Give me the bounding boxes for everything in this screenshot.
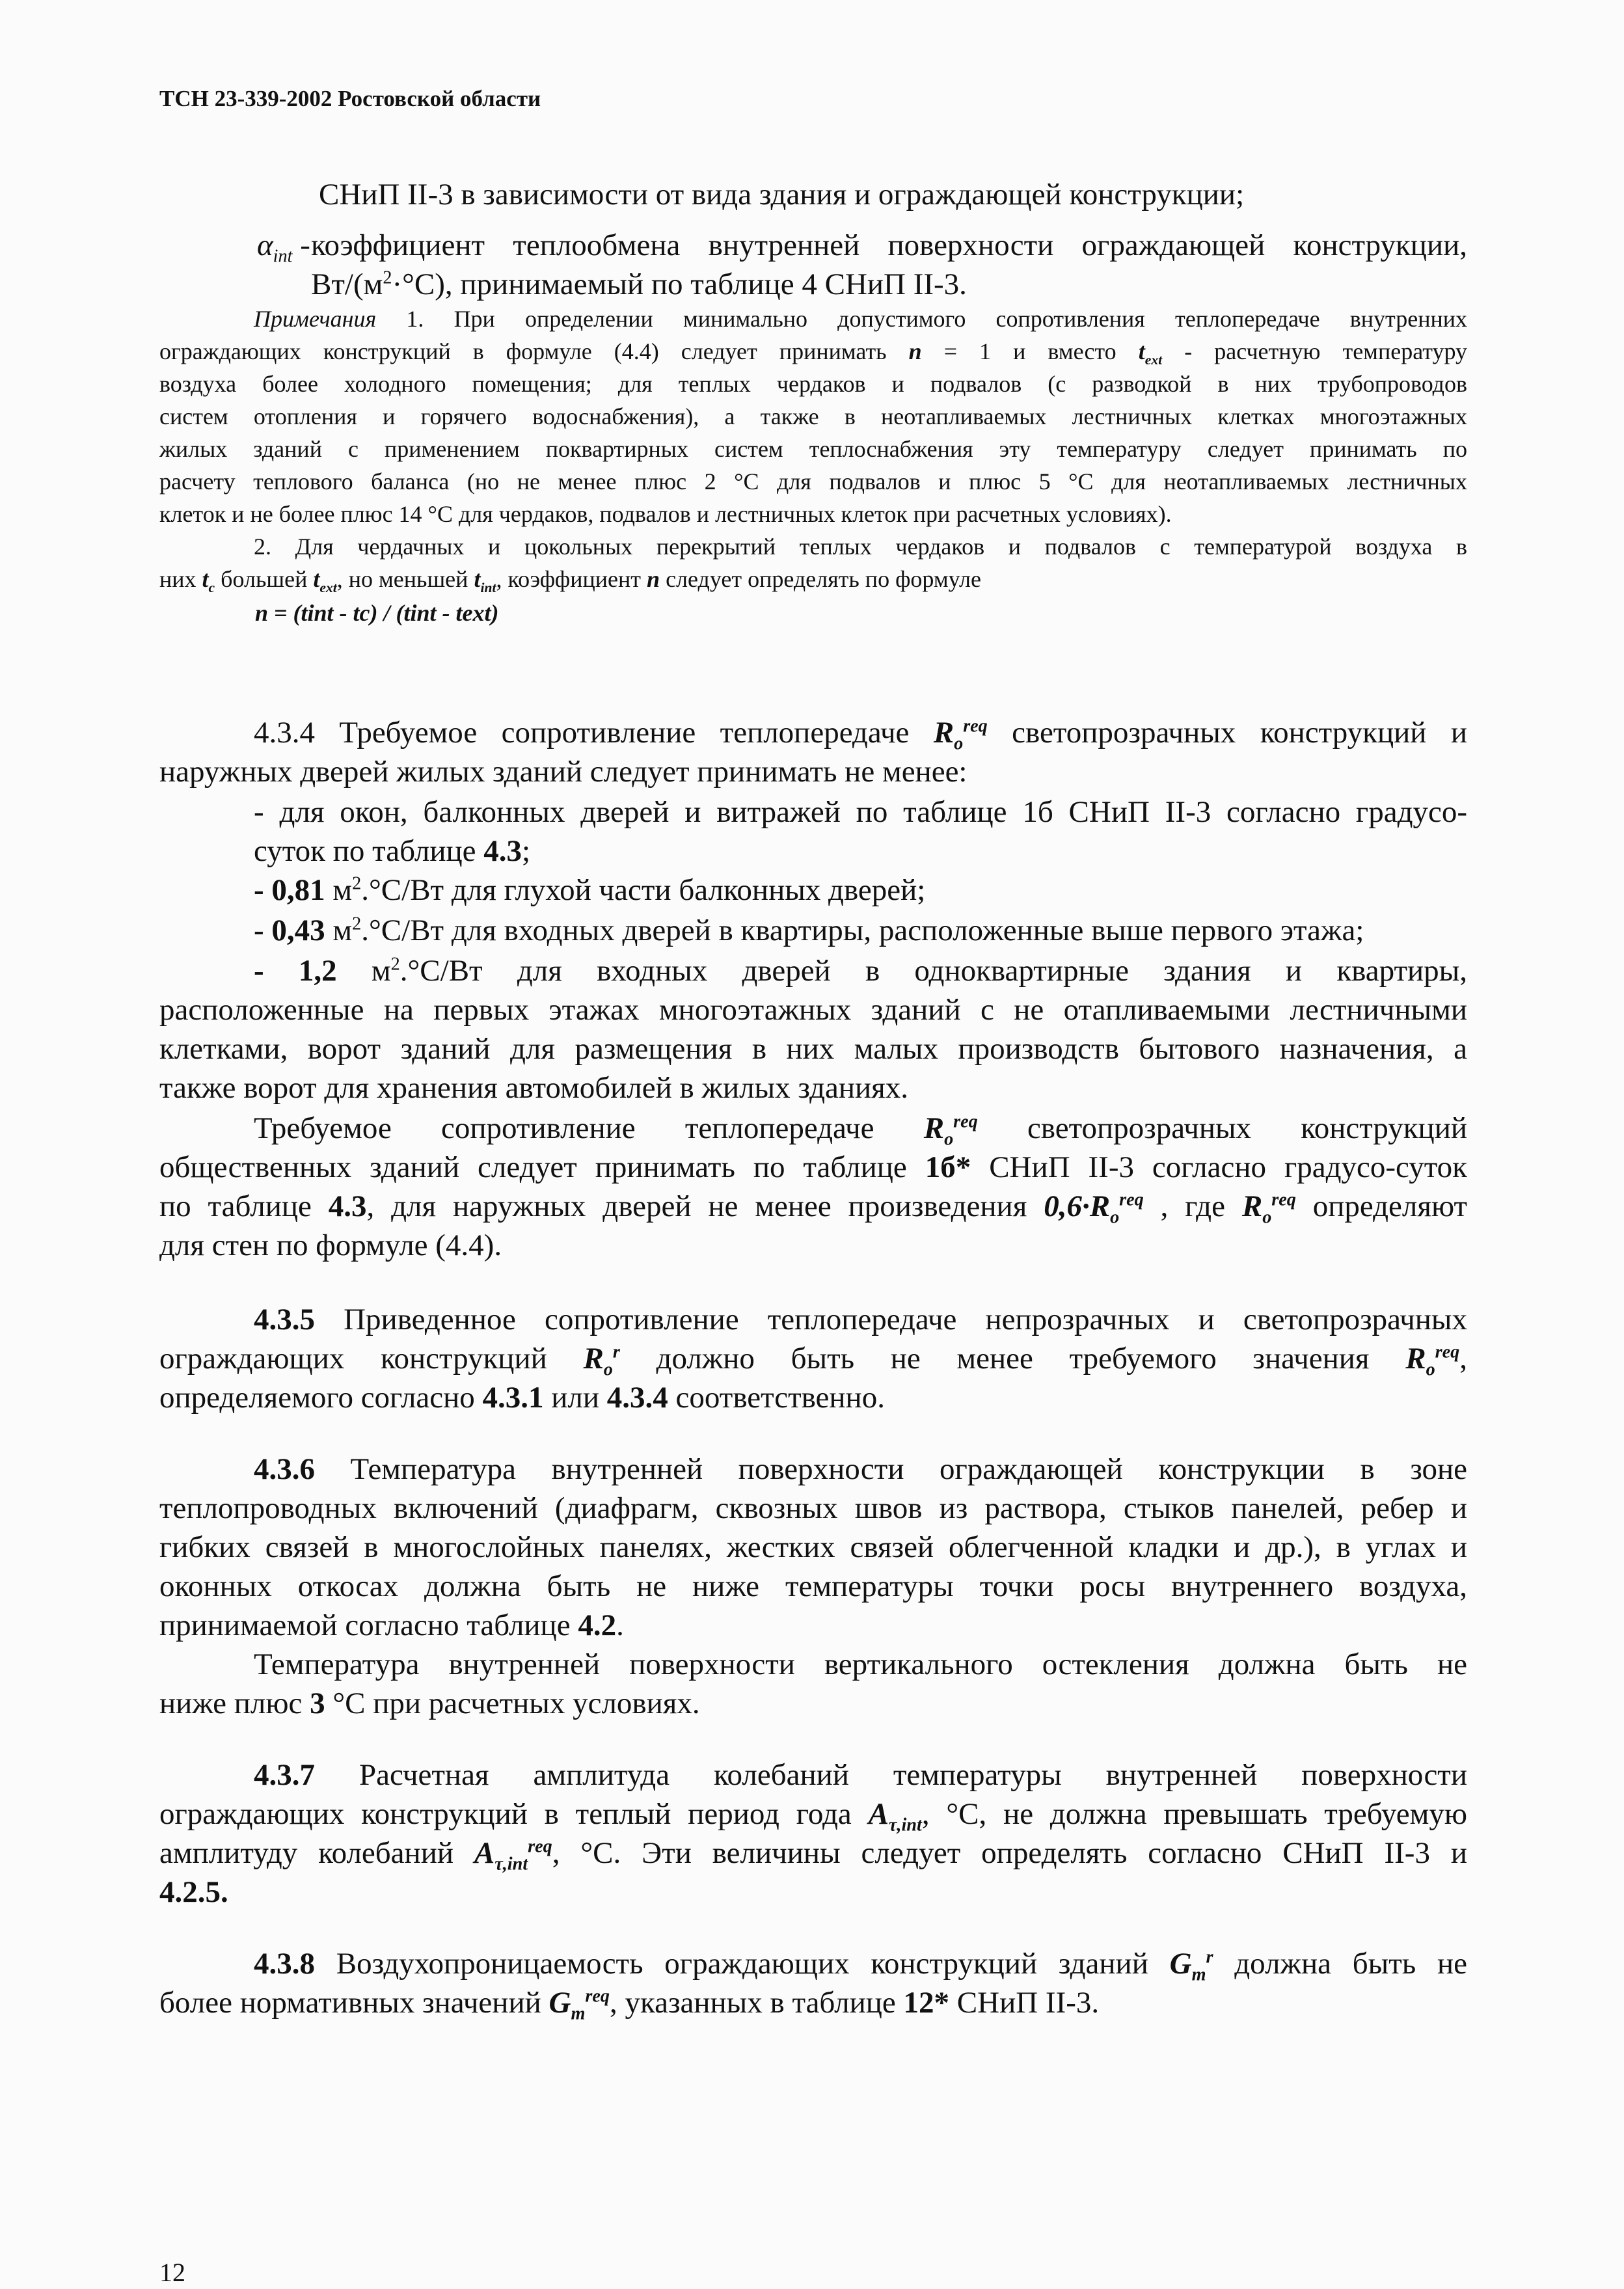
var-sup: r xyxy=(612,1342,620,1362)
section-4-3-6-line-1 xyxy=(254,1449,1467,1489)
alpha-dash: - xyxy=(300,228,310,262)
superscript: 2 xyxy=(383,267,392,288)
superscript: 2 xyxy=(352,914,362,934)
section-4-3-4-p2-line-4: для стен по формуле (4.4). xyxy=(159,1228,502,1262)
unit-text: Вт/(м xyxy=(311,267,383,301)
section-text: светопрозрачных конструкций и xyxy=(1012,716,1467,750)
unit: м xyxy=(332,873,353,907)
var-R: R xyxy=(1241,1189,1263,1223)
value: - 1,2 xyxy=(254,954,337,988)
section-number: 4.3.6 xyxy=(254,1452,315,1486)
var-R: R xyxy=(583,1342,604,1375)
section-text: , для наружных дверей не менее произведения xyxy=(366,1189,1027,1223)
section-number: 4.3.5 xyxy=(254,1303,315,1336)
var-sup: req xyxy=(528,1836,552,1857)
var-R: R xyxy=(1405,1342,1426,1375)
section-4-3-4-line-7 xyxy=(254,951,1467,991)
section-text: °С при расчетных условиях. xyxy=(332,1686,700,1720)
section-text: амплитуду колебаний xyxy=(159,1836,453,1870)
section-text: должно быть не менее требуемого значения xyxy=(656,1342,1370,1375)
unit: м xyxy=(371,954,391,988)
superscript: 2 xyxy=(390,954,400,975)
var-G: G xyxy=(548,1986,571,2020)
var-sub: o xyxy=(1426,1359,1435,1380)
var-sup: req xyxy=(585,1986,610,2007)
note-1-line-4: систем отопления и горячего водоснабжения), а также в неотапливаемых лестничных клетках многоэтажных xyxy=(159,403,1467,429)
section-4-3-4-line-2: наружных дверей жилых зданий следует принимать не менее: xyxy=(159,755,968,789)
alpha-symbol: α xyxy=(257,228,273,262)
var-sub: o xyxy=(1110,1207,1120,1228)
note-1-line-6: расчету теплового баланса (но не менее плюс 2 °С для подвалов и плюс 5 °С для неотапливаемых лестничных xyxy=(159,468,1467,494)
table-ref: 4.3 xyxy=(483,834,522,868)
note-text: ограждающих конструкций в формуле (4.4) следует принимать xyxy=(159,338,887,364)
page-number: 12 xyxy=(159,2258,185,2287)
section-text: ограждающих конструкций xyxy=(159,1342,547,1375)
note-1-line-3: воздуха более холодного помещения; для теплых чердаков и подвалов (с разводкой в них трубопроводов xyxy=(159,371,1467,397)
section-text: СНиП II-3 согласно градусо-суток xyxy=(989,1150,1468,1184)
var-sub: o xyxy=(954,733,964,754)
section-4-3-7-line-2 xyxy=(159,1794,1467,1834)
note-text: - расчетную температуру xyxy=(1184,338,1468,364)
table-ref: 4.2 xyxy=(578,1608,617,1642)
section-4-3-6-line-3: гибких связей в многослойных панелях, жестких связей облегченной кладки и др.), в углах и xyxy=(159,1530,1467,1564)
superscript: 2 xyxy=(352,873,362,894)
var-sub: ext xyxy=(319,580,337,596)
note-1-line-5: жилых зданий с применением поквартирных систем теплоснабжения эту температуру следует принимать по xyxy=(159,436,1467,462)
section-4-3-5-line-3 xyxy=(159,1377,885,1418)
var-sup: req xyxy=(963,716,988,737)
section-text: , где xyxy=(1160,1189,1225,1223)
section-text: СНиП II-3. xyxy=(956,1986,1100,2020)
section-text: Требуемое сопротивление теплопередаче xyxy=(339,716,910,750)
var-sub: o xyxy=(1262,1207,1272,1228)
formula: n = (tint - tc) / (tint - text) xyxy=(255,600,499,626)
section-4-3-4-line-10: также ворот для хранения автомобилей в жилых зданиях. xyxy=(159,1071,909,1105)
var-sub: c xyxy=(208,580,215,596)
section-text: , °С, не должна превышать требуемую xyxy=(921,1797,1467,1831)
note-1-line-2 xyxy=(159,335,1467,368)
value: - 0,43 xyxy=(254,914,325,947)
section-text: Требуемое сопротивление теплопередаче xyxy=(254,1111,874,1145)
var-sub: τ,int xyxy=(494,1854,528,1875)
section-text: .°С/Вт для входных дверей в квартиры, расположенные выше первого этажа; xyxy=(361,914,1364,947)
note-text: , но меньшей xyxy=(336,566,468,592)
section-4-3-6-p2-line-1: Температура внутренней поверхности вертикального остекления должна быть не xyxy=(254,1647,1467,1681)
note-text: 1. При определении минимально допустимого сопротивления теплопередаче внутренних xyxy=(406,306,1467,332)
unit-text-rest: ·°С), принимаемый по таблице 4 СНиП II-3. xyxy=(392,267,967,301)
section-text: общественных зданий следует принимать по таблице xyxy=(159,1150,907,1184)
note-text: = 1 и вместо xyxy=(943,338,1116,364)
section-4-3-6-line-5 xyxy=(159,1605,624,1646)
var-sup: req xyxy=(1435,1342,1460,1362)
note-1-line-7: клеток и не более плюс 14 °С для чердаков, подвалов и лестничных клеток при расчетных условиях). xyxy=(159,501,1172,527)
section-4-3-4-p2-line-1 xyxy=(254,1108,1467,1148)
var-A: A xyxy=(474,1836,495,1870)
section-text: должна быть не xyxy=(1234,1947,1468,1981)
section-4-3-8-line-1 xyxy=(254,1944,1467,1984)
var-A: A xyxy=(868,1797,889,1831)
product-expr: 0,6·R xyxy=(1044,1189,1111,1223)
table-ref: 12* xyxy=(903,1986,950,2020)
section-4-3-7-line-1 xyxy=(254,1755,1467,1795)
section-4-3-4-line-9: клетками, ворот зданий для размещения в них малых производств бытового назначения, а xyxy=(159,1032,1467,1066)
var-sup: req xyxy=(953,1111,978,1132)
section-text: Воздухопроницаемость ограждающих конструкций зданий xyxy=(336,1947,1148,1981)
section-text: суток по таблице xyxy=(254,834,476,868)
punct: . xyxy=(616,1608,624,1642)
section-text: .°С/Вт для входных дверей в одноквартирные здания и квартиры, xyxy=(399,954,1468,988)
section-4-3-7-line-3 xyxy=(159,1833,1467,1873)
var-sub: τ,int xyxy=(888,1815,922,1835)
note-text: следует определять по формуле xyxy=(666,566,981,592)
value: 3 xyxy=(310,1686,325,1720)
var-sub: ext xyxy=(1144,352,1163,368)
value: - 0,81 xyxy=(254,873,325,907)
var-sub: o xyxy=(603,1359,613,1380)
section-4-3-6-p2-line-2 xyxy=(159,1683,700,1724)
section-text: по таблице xyxy=(159,1189,312,1223)
note-1-line-1 xyxy=(254,303,1467,335)
note-text: большей xyxy=(221,566,308,592)
note-2-line-1: 2. Для чердачных и цокольных перекрытий теплых чердаков и подвалов с температурой воздуха в xyxy=(254,534,1467,560)
var-n: n xyxy=(908,338,922,364)
section-4-3-5-line-1 xyxy=(254,1299,1467,1340)
punct: , xyxy=(1459,1342,1467,1375)
section-text: .°С/Вт для глухой части балконных дверей; xyxy=(361,873,926,907)
section-text: , указанных в таблице xyxy=(609,1986,896,2020)
var-sub: m xyxy=(571,2003,586,2024)
notes-label: Примечания xyxy=(254,306,377,332)
section-number: 4.3.8 xyxy=(254,1947,315,1981)
section-text: соответственно. xyxy=(675,1381,885,1415)
section-ref: 4.3.4 xyxy=(606,1381,668,1415)
var-R: R xyxy=(923,1111,945,1145)
section-4-3-6-line-4: оконных откосах должна быть не ниже температуры точки росы внутреннего воздуха, xyxy=(159,1569,1467,1603)
var-sup: r xyxy=(1206,1947,1213,1968)
definition-text: коэффициент теплообмена внутренней поверхности ограждающей конструкции, xyxy=(311,228,1467,262)
note-text: , коэффициент xyxy=(496,566,642,592)
var-R: R xyxy=(933,716,954,750)
var-sup: req xyxy=(1271,1189,1296,1210)
section-4-3-5-line-2 xyxy=(159,1338,1467,1379)
var-G: G xyxy=(1169,1947,1192,1981)
section-text: определяемого согласно xyxy=(159,1381,475,1415)
var-t: t xyxy=(202,566,209,592)
unit: м xyxy=(332,914,353,947)
section-text: более нормативных значений xyxy=(159,1986,541,2020)
definition-line-1 xyxy=(311,225,1467,265)
section-text: определяют xyxy=(1312,1189,1468,1223)
alpha-subscript: int xyxy=(273,246,293,267)
section-text: или xyxy=(551,1381,600,1415)
section-4-3-4-p2-line-3 xyxy=(159,1186,1467,1226)
var-sup: req xyxy=(1119,1189,1144,1210)
section-4-3-4-line-3: - для окон, балконных дверей и витражей по таблице 1б СНиП II-3 согласно градусо- xyxy=(254,795,1467,829)
note-2-line-2 xyxy=(159,563,981,595)
section-text: принимаемой согласно таблице xyxy=(159,1608,571,1642)
section-4-3-8-line-2 xyxy=(159,1983,1099,2023)
section-text: Расчетная амплитуда колебаний температуры внутренней поверхности xyxy=(359,1758,1467,1792)
section-text: ограждающих конструкций в теплый период года xyxy=(159,1797,852,1831)
var-t: t xyxy=(474,566,481,592)
section-text: Приведенное сопротивление теплопередаче непрозрачных и светопрозрачных xyxy=(344,1303,1468,1336)
var-sub: int xyxy=(480,580,496,596)
definition-line-2 xyxy=(311,264,967,305)
running-header: ТСН 23-339-2002 Ростовской области xyxy=(159,86,541,111)
note-text: них xyxy=(159,566,196,592)
section-4-3-7-line-4: 4.2.5. xyxy=(159,1875,228,1909)
section-number: 4.3.7 xyxy=(254,1758,315,1792)
var-sub: o xyxy=(944,1129,954,1150)
section-4-3-6-line-2: теплопроводных включений (диафрагм, сквозных швов из раствора, стыков панелей, ребер и xyxy=(159,1491,1467,1525)
section-text: светопрозрачных конструкций xyxy=(1027,1111,1468,1145)
section-4-3-4-line-5 xyxy=(254,870,925,910)
section-text: , °С. Эти величины следует определять согласно СНиП II-3 и xyxy=(552,1836,1468,1870)
section-number: 4.3.4 xyxy=(254,716,315,750)
paragraph-line: СНиП II-3 в зависимости от вида здания и ограждающей конструкции; xyxy=(319,178,1245,211)
section-4-3-4-line-8: расположенные на первых этажах многоэтажных зданий с не отапливаемыми лестничными xyxy=(159,993,1467,1027)
table-ref: 4.3 xyxy=(328,1189,367,1223)
section-4-3-4-p2-line-2 xyxy=(159,1147,1467,1187)
section-ref: 4.3.1 xyxy=(482,1381,544,1415)
section-text: ниже плюс xyxy=(159,1686,303,1720)
definition-alpha xyxy=(257,225,310,265)
section-text: Температура внутренней поверхности ограждающей конструкции в зоне xyxy=(350,1452,1467,1486)
var-t: t xyxy=(1138,338,1145,364)
var-sub: m xyxy=(1191,1964,1206,1985)
section-4-3-4-line-1 xyxy=(254,712,1467,753)
var-t: t xyxy=(313,566,320,592)
punct: ; xyxy=(521,834,531,868)
var-n: n xyxy=(647,566,660,592)
section-4-3-4-line-6 xyxy=(254,910,1364,951)
table-ref: 1б* xyxy=(925,1150,971,1184)
section-4-3-4-line-4 xyxy=(254,831,530,871)
